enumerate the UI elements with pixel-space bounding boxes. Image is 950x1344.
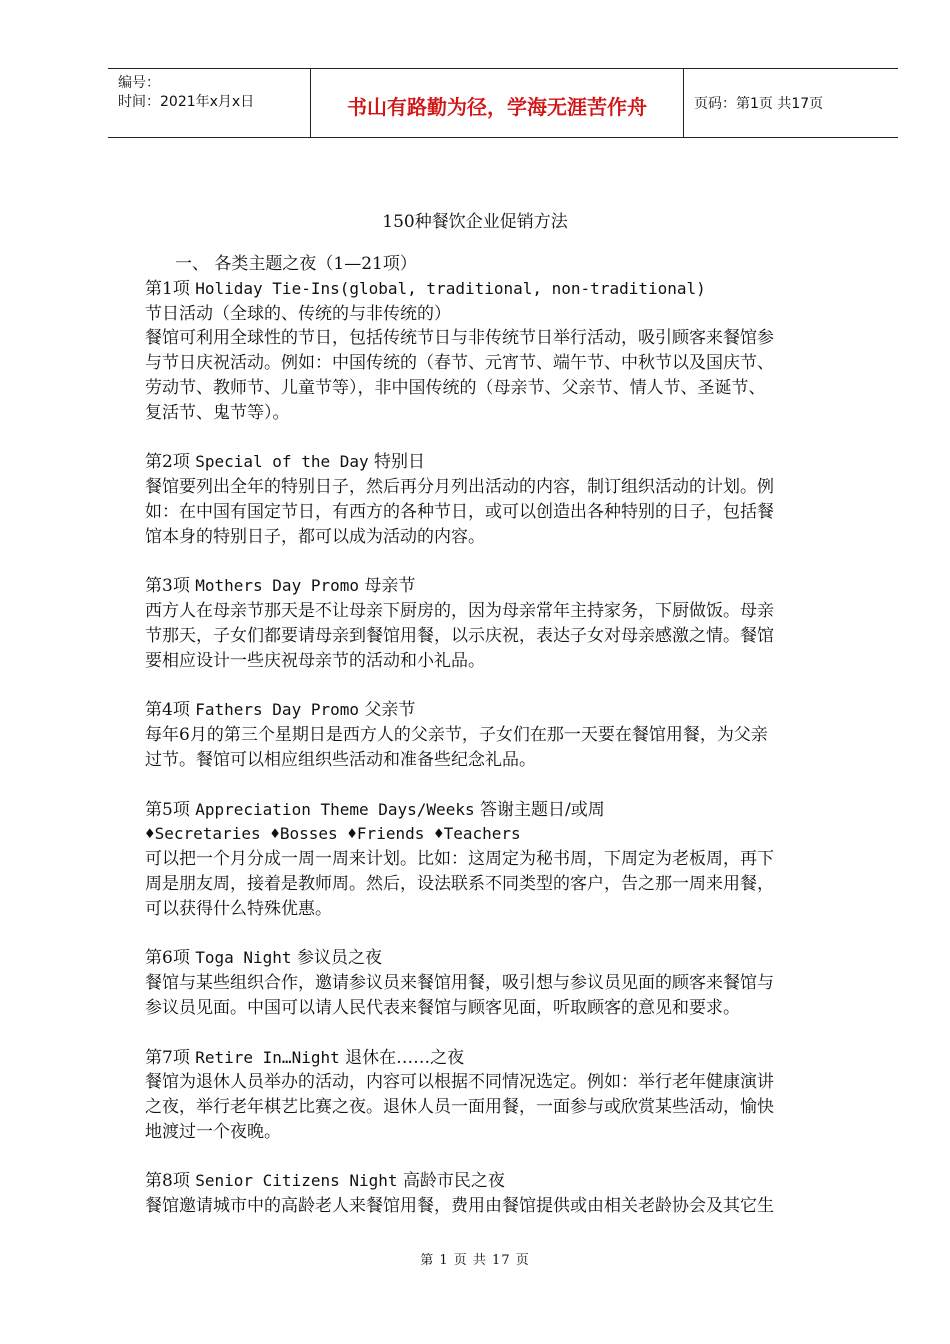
header-page-info: 页码：第1页 共17页 xyxy=(694,96,824,112)
document-header xyxy=(108,68,898,138)
paragraph-gap xyxy=(145,1021,860,1046)
paragraph-line: 过节。餐馆可以相应组织些活动和准备些纪念礼品。 xyxy=(145,749,536,770)
item-heading xyxy=(145,450,860,475)
item-chinese-title: 参议员之夜 xyxy=(296,948,382,969)
paragraph-line: 周是朋友周，接着是教师周。然后，设法联系不同类型的客户，告之那一周来用餐， xyxy=(145,873,774,894)
item-chinese-title: 特别日 xyxy=(374,452,426,473)
paragraph-line: 如：在中国有国定节日，有西方的各种节日，或可以创造出各种特别的日子，包括餐 xyxy=(145,501,774,522)
item-heading xyxy=(145,946,860,971)
paragraph-gap xyxy=(145,1145,860,1170)
item-chinese-title: 节日活动（全球的、传统的与非传统的） xyxy=(145,303,451,324)
paragraph-line: 可以把一个月分成一周一周来计划。比如：这周定为秘书周，下周定为老板周，再下 xyxy=(145,849,774,870)
header-page-cell xyxy=(684,69,898,137)
item-chinese-title: 答谢主题日/或周 xyxy=(480,799,605,820)
paragraph-line: 节那天，子女们都要请母亲到餐馆用餐，以示庆祝，表达子女对母亲感激之情。餐馆 xyxy=(145,625,774,646)
number-label: 编号： xyxy=(118,75,160,91)
item-heading xyxy=(145,698,860,723)
item-heading xyxy=(145,798,860,823)
item-english-title: Retire In…Night xyxy=(195,1047,340,1067)
item-heading xyxy=(145,1046,860,1071)
item-number: 第5项 xyxy=(145,799,190,820)
item-english-title: Holiday Tie-Ins(global, traditional, non-traditional) xyxy=(195,278,706,298)
item-chinese-title: 父亲节 xyxy=(364,700,416,721)
paragraph-line: 可以获得什么特殊优惠。 xyxy=(145,898,332,919)
page-footer: 第 1 页 共 17 页 xyxy=(420,1253,530,1268)
item-english-title: Mothers Day Promo xyxy=(195,576,359,596)
bullet-list: ♦Secretaries ♦Bosses ♦Friends ♦Teachers xyxy=(145,824,521,844)
item-number: 第8项 xyxy=(145,1171,190,1192)
document-body xyxy=(145,252,860,1219)
paragraph-line: 餐馆可利用全球性的节日，包括传统节日与非传统节日举行活动，吸引顾客来餐馆参 xyxy=(145,328,774,349)
header-motto: 书山有路勤为径，学海无涯苦作舟 xyxy=(347,95,647,119)
paragraph-line: 参议员见面。中国可以请人民代表来餐馆与顾客见面，听取顾客的意见和要求。 xyxy=(145,997,740,1018)
section-heading: 一、 各类主题之夜（1—21项） xyxy=(175,254,417,274)
paragraph-line: 劳动节、教师节、儿童节等），非中国传统的（母亲节、父亲节、情人节、圣诞节、 xyxy=(145,377,766,398)
paragraph-gap xyxy=(145,674,860,699)
header-motto-cell xyxy=(310,69,684,137)
header-meta-cell xyxy=(108,69,310,137)
item-number: 第4项 xyxy=(145,700,190,721)
item-heading xyxy=(145,277,860,302)
paragraph-gap xyxy=(145,426,860,451)
paragraph-gap xyxy=(145,922,860,947)
item-english-title: Fathers Day Promo xyxy=(195,700,359,720)
item-heading xyxy=(145,574,860,599)
item-number: 第2项 xyxy=(145,452,190,473)
item-english-title: Toga Night xyxy=(195,948,292,968)
item-number: 第6项 xyxy=(145,948,190,969)
paragraph-line: 餐馆邀请城市中的高龄老人来餐馆用餐，费用由餐馆提供或由相关老龄协会及其它生 xyxy=(145,1196,774,1217)
date-label: 时间：2021年x月x日 xyxy=(118,94,255,110)
paragraph-line: 馆本身的特别日子，都可以成为活动的内容。 xyxy=(145,526,485,547)
paragraph-line: 餐馆为退休人员举办的活动，内容可以根据不同情况选定。例如：举行老年健康演讲 xyxy=(145,1072,774,1093)
item-english-title: Senior Citizens Night xyxy=(195,1171,398,1191)
item-english-title: Special of the Day xyxy=(195,452,369,472)
paragraph-line: 与节日庆祝活动。例如：中国传统的（春节、元宵节、端午节、中秋节以及国庆节、 xyxy=(145,353,774,374)
item-chinese-title: 高龄市民之夜 xyxy=(402,1171,505,1192)
item-heading xyxy=(145,1169,860,1194)
paragraph-line: 每年6月的第三个星期日是西方人的父亲节，子女们在那一天要在餐馆用餐，为父亲 xyxy=(145,725,768,746)
paragraph-line: 复活节、鬼节等）。 xyxy=(145,402,290,423)
paragraph-line: 地渡过一个夜晚。 xyxy=(145,1121,281,1142)
paragraph-gap xyxy=(145,550,860,575)
paragraph-line: 西方人在母亲节那天是不让母亲下厨房的，因为母亲常年主持家务，下厨做饭。母亲 xyxy=(145,601,774,622)
document-title: 150种餐饮企业促销方法 xyxy=(382,212,568,232)
item-chinese-title: 退休在……之夜 xyxy=(345,1047,465,1068)
item-english-title: Appreciation Theme Days/Weeks xyxy=(195,799,475,819)
paragraph-line: 餐馆要列出全年的特别日子，然后再分月列出活动的内容，制订组织活动的计划。例 xyxy=(145,477,774,498)
paragraph-line: 餐馆与某些组织合作，邀请参议员来餐馆用餐，吸引想与参议员见面的顾客来餐馆与 xyxy=(145,973,774,994)
paragraph-line: 之夜，举行老年棋艺比赛之夜。退休人员一面用餐，一面参与或欣赏某些活动，愉快 xyxy=(145,1097,774,1118)
paragraph-line: 要相应设计一些庆祝母亲节的活动和小礼品。 xyxy=(145,650,485,671)
paragraph-gap xyxy=(145,773,860,798)
item-number: 第3项 xyxy=(145,576,190,597)
item-number: 第1项 xyxy=(145,278,190,299)
item-chinese-title: 母亲节 xyxy=(364,576,416,597)
item-number: 第7项 xyxy=(145,1047,190,1068)
